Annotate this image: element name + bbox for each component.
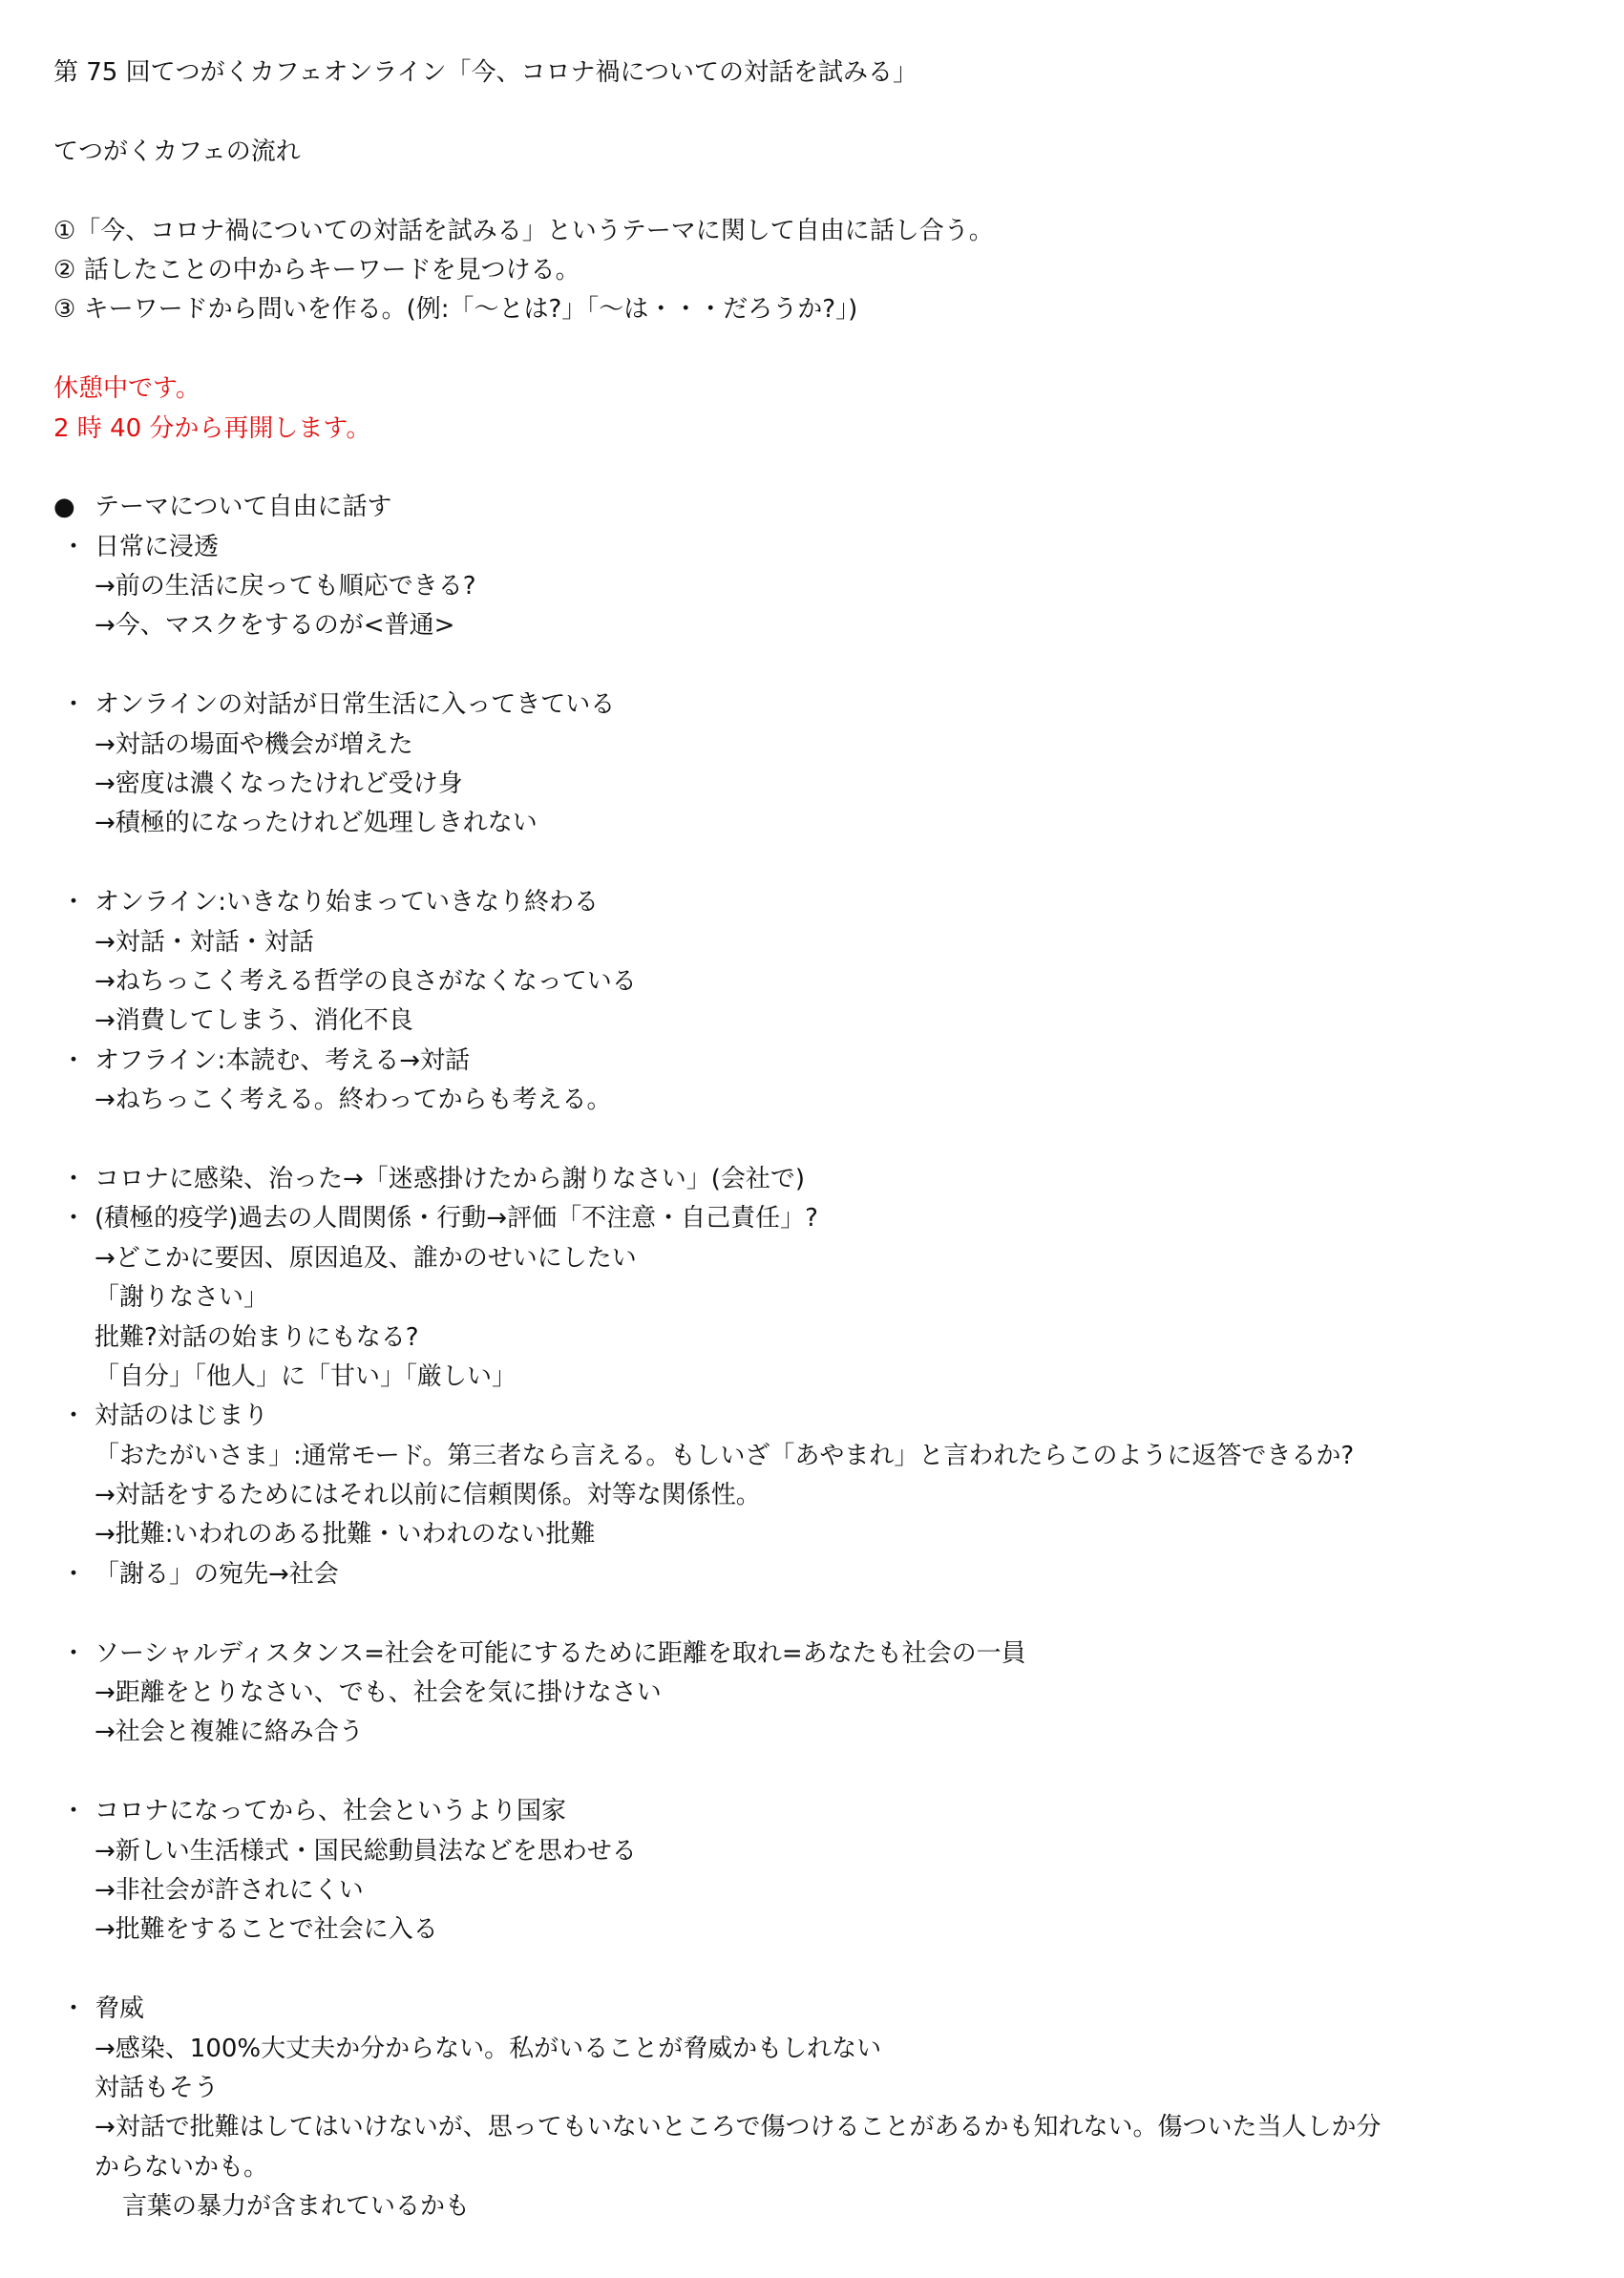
list-item <box>53 1635 1581 1674</box>
list-item <box>53 1990 1581 2029</box>
list-item-sub: →ねちっこく考える哲学の良さがなくなっている <box>95 966 637 996</box>
flow-step-1: ①「今、コロナ禍についての対話を試みる」というテーマに関して自由に話し合う。 <box>53 216 994 245</box>
item-marker: ・ <box>61 888 87 918</box>
list-item-sub: →対話をするためにはそれ以前に信頼関係。対等な関係性。 <box>95 1481 761 1510</box>
item-marker: ・ <box>61 1402 87 1431</box>
list-item-sub: →対話・対話・対話 <box>95 927 314 957</box>
spacer <box>53 1951 1581 1990</box>
list-item <box>53 1160 1581 1199</box>
spacer <box>53 172 1581 211</box>
list-item-head: オンラインの対話が日常生活に入ってきている <box>95 690 616 720</box>
spacer <box>53 93 1581 132</box>
list-item <box>53 1792 1581 1831</box>
list-item-sub: →ねちっこく考える。終わってからも考える。 <box>95 1086 612 1115</box>
list-item-sub: 対話もそう <box>95 2073 220 2102</box>
list-item-head: 日常に浸透 <box>95 532 220 561</box>
list-item <box>53 1042 1581 1081</box>
list-item-sub: →距離をとりなさい、でも、社会を気に掛けなさい <box>95 1678 662 1708</box>
list-item-sub: 言葉の暴力が含まれているかも <box>122 2192 471 2222</box>
list-item-head: 対話のはじまり <box>95 1402 269 1431</box>
list-item-sub: →対話の場面や機会が増えた <box>95 729 413 759</box>
item-marker: ・ <box>61 1797 87 1826</box>
list-item-head: (積極的疫学)過去の人間関係・行動→評価「不注意・自己責任」? <box>95 1204 818 1234</box>
list-item <box>53 883 1581 922</box>
filled-circle-bullet-icon: ● <box>53 493 75 522</box>
list-item-sub: →対話で批難はしてはいけないが、思ってもいないところで傷つけることがあるかも知れない。傷ついた当人しか分 <box>95 2113 1381 2142</box>
list-item <box>53 686 1581 725</box>
resume-time-notice: 2 時 40 分から再開します。 <box>53 413 371 443</box>
list-item-sub: →批難をすることで社会に入る <box>95 1915 438 1945</box>
spacer <box>53 844 1581 883</box>
list-item-sub: →今、マスクをするのが<普通> <box>95 611 455 641</box>
list-item-head: ソーシャルディスタンス=社会を可能にするために距離を取れ=あなたも社会の一員 <box>95 1638 1026 1668</box>
spacer <box>53 449 1581 488</box>
spacer <box>53 1121 1581 1160</box>
item-marker: ・ <box>61 1164 87 1193</box>
item-marker: ・ <box>61 1638 87 1668</box>
flow-step-2: ② 話したことの中からキーワードを見つける。 <box>53 255 580 285</box>
list-item-sub: 批難?対話の始まりにもなる? <box>95 1322 419 1352</box>
list-item-sub: →消費してしまう、消化不良 <box>95 1006 413 1036</box>
list-item-sub: →感染、100%大丈夫か分からない。私がいることが脅威かもしれない <box>95 2034 882 2063</box>
list-item-sub: →新しい生活様式・国民総動員法などを思わせる <box>95 1836 637 1866</box>
item-marker: ・ <box>61 1994 87 2024</box>
item-marker: ・ <box>61 1045 87 1075</box>
spacer <box>53 1594 1581 1634</box>
spacer <box>53 646 1581 686</box>
document-title: 第 75 回てつがくカフェオンライン「今、コロナ禍についての対話を試みる」 <box>53 58 918 87</box>
item-marker: ・ <box>61 532 87 561</box>
list-item-head: 「謝る」の宛先→社会 <box>95 1559 339 1589</box>
spacer <box>53 1753 1581 1792</box>
section-heading: テーマについて自由に話す <box>95 493 392 522</box>
item-marker: ・ <box>61 1559 87 1589</box>
item-marker: ・ <box>61 690 87 720</box>
list-item-sub: からないかも。 <box>95 2152 269 2182</box>
list-item-sub: 「自分」「他人」に「甘い」「厳しい」 <box>95 1361 517 1391</box>
list-item-head: オフライン:本読む、考える→対話 <box>95 1045 470 1075</box>
list-item <box>53 1199 1581 1238</box>
flow-step-3: ③ キーワードから問いを作る。(例:「〜とは?」「〜は・・・だろうか?」) <box>53 295 858 325</box>
list-item-sub: →密度は濃くなったけれど受け身 <box>95 770 463 799</box>
flow-heading: てつがくカフェの流れ <box>53 137 301 166</box>
list-item-sub: →社会と複雑に絡み合う <box>95 1718 364 1747</box>
document-page <box>53 53 1581 2226</box>
list-item-sub: →批難:いわれのある批難・いわれのない批難 <box>95 1520 596 1550</box>
list-item-sub: →前の生活に戻っても順応できる? <box>95 572 476 601</box>
list-item-sub: →非社会が許されにくい <box>95 1875 364 1905</box>
list-item-sub: →どこかに要因、原因追及、誰かのせいにしたい <box>95 1243 637 1273</box>
list-item-head: コロナになってから、社会というより国家 <box>95 1797 567 1826</box>
list-item-head: コロナに感染、治った→「迷惑掛けたから謝りなさい」(会社で) <box>95 1164 806 1193</box>
list-item-head: オンライン:いきなり始まっていきなり終わる <box>95 888 599 918</box>
list-item-sub: 「おたがいさま」:通常モード。第三者なら言える。もしいざ「あやまれ」と言われたらこのように返答できるか? <box>95 1441 1355 1470</box>
list-item-head: 脅威 <box>95 1994 145 2024</box>
list-item <box>53 528 1581 567</box>
spacer <box>53 330 1581 369</box>
list-item <box>53 1555 1581 1594</box>
list-item-sub: →積極的になったけれど処理しきれない <box>95 809 538 838</box>
list-item <box>53 1397 1581 1436</box>
list-item-sub: 「謝りなさい」 <box>95 1283 269 1313</box>
section-heading-row <box>53 488 1581 527</box>
item-marker: ・ <box>61 1204 87 1234</box>
break-notice: 休憩中です。 <box>53 374 200 404</box>
